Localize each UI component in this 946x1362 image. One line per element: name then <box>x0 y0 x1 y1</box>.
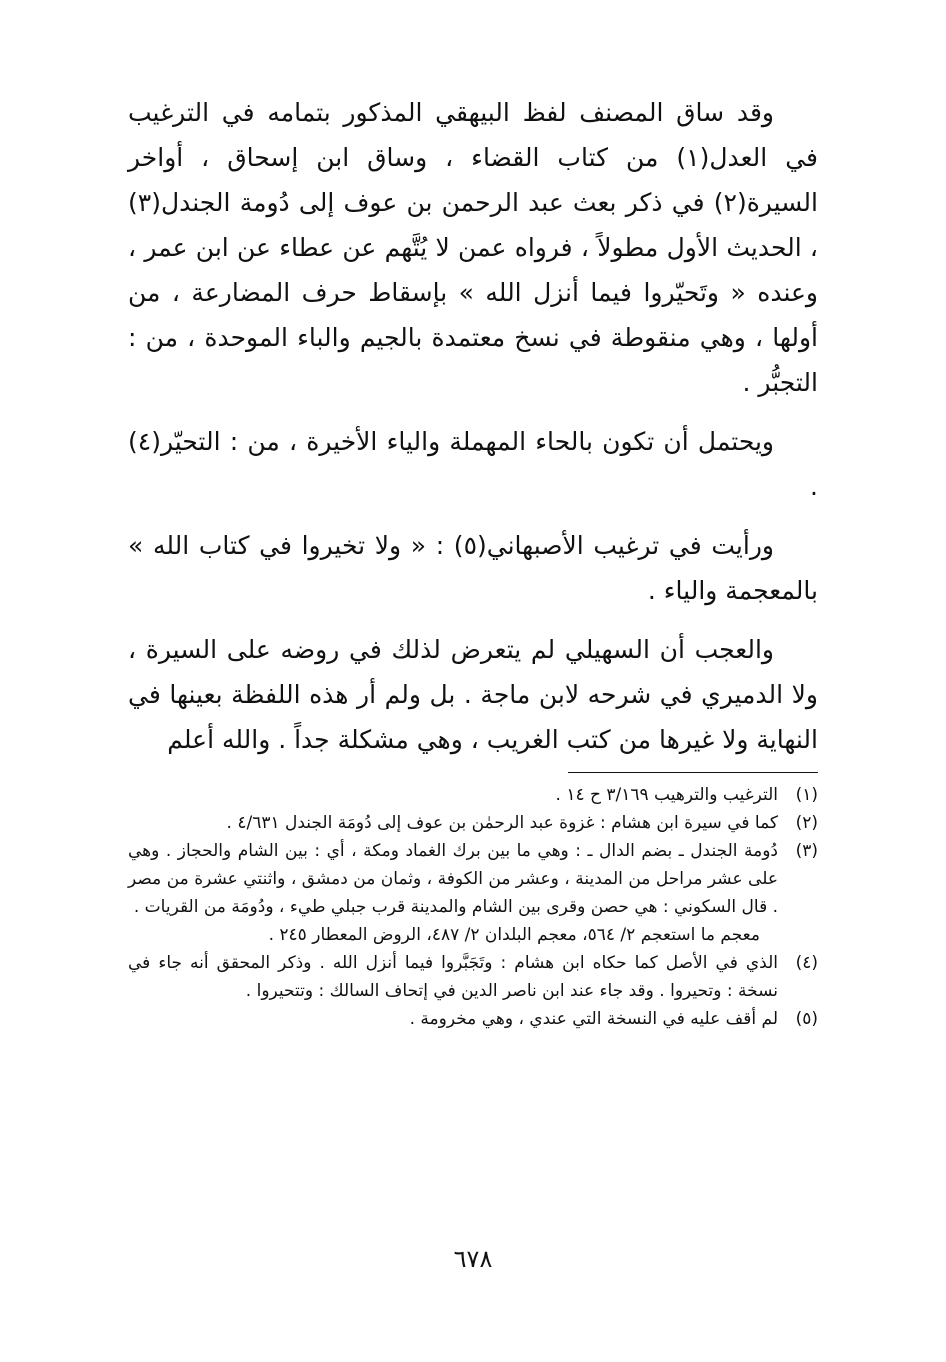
footnote-divider <box>568 772 818 773</box>
footnote-4 <box>128 949 818 1005</box>
footnote-5 <box>128 1005 818 1033</box>
footnote-3 <box>128 837 818 949</box>
footnote-text: كما في سيرة ابن هشام : غزوة عبد الرحمٰن بن عوف إلى دُومَة الجندل ٤/٦٣١ . <box>226 813 778 833</box>
footnote-references: معجم ما استعجم ٢/ ٥٦٤، معجم البلدان ٢/ ٤٨٧، الروض المعطار ٢٤٥ . <box>268 925 760 945</box>
footnote-text: دُومة الجندل ـ بضم الدال ـ : وهي ما بين برك الغماد ومكة ، أي : بين الشام والحجاز . وهي على عشر مراحل من المدينة ، وعشر من الكوفة ، وثمان من دمشق ، واثنتي عشرة من مصر . قال السكوني : هي حصن وقرى بين الشام والمدينة قرب جبلي طيء ، ودُومَة من القريات . <box>128 841 778 917</box>
paragraph-2: ويحتمل أن تكون بالحاء المهملة والياء الأخيرة ، من : التحيّر(٤) . <box>128 427 818 501</box>
paragraph-3: ورأيت في ترغيب الأصبهاني(٥) : « ولا تخيروا في كتاب الله » بالمعجمة والياء . <box>128 531 818 605</box>
footnote-number: (٣) <box>795 841 818 861</box>
footnote-1 <box>128 781 818 809</box>
page-number: ٦٧٨ <box>453 1245 493 1273</box>
footnote-number: (١) <box>795 785 818 805</box>
footnote-number: (٥) <box>795 1009 818 1029</box>
paragraph-1: وقد ساق المصنف لفظ البيهقي المذكور بتمامه في الترغيب في العدل(١) من كتاب القضاء ، وساق ابن إسحاق ، أواخر السيرة(٢) في ذكر بعث عبد الرحمن بن عوف إلى دُومة الجندل(٣) ، الحديث الأول مطولاً ، فرواه عمن لا يُتَّهم عن عطاء عن ابن عمر ، وعنده « وتَحيّروا فيما أنزل الله » بإسقاط حرف المضارعة ، من أولها ، وهي منقوطة في نسخ معتمدة بالجيم والباء الموحدة ، من : التجبُّر . <box>128 98 818 397</box>
footnote-text: الترغيب والترهيب ٣/١٦٩ ح ١٤ . <box>555 785 778 805</box>
footnote-text: الذي في الأصل كما حكاه ابن هشام : وتَجَبَّروا فيما أنزل الله . وذكر المحقق أنه جاء في نسخة : وتحيروا . وقد جاء عند ابن ناصر الدين في إتحاف السالك : وتتحيروا . <box>128 953 778 1001</box>
footnote-2 <box>128 809 818 837</box>
footnotes <box>128 781 818 1033</box>
paragraph-4: والعجب أن السهيلي لم يتعرض لذلك في روضه على السيرة ، ولا الدميري في شرحه لابن ماجة . بل ولم أر هذه اللفظة بعينها في النهاية ولا غيرها من كتب الغريب ، وهي مشكلة جداً . والله أعلم <box>128 635 818 754</box>
footnote-text: لم أقف عليه في النسخة التي عندي ، وهي مخرومة . <box>409 1009 778 1029</box>
footnote-body <box>128 837 778 949</box>
footnote-number: (٢) <box>795 813 818 833</box>
footnote-number: (٤) <box>795 953 818 973</box>
main-text <box>128 90 818 762</box>
page-content <box>128 90 818 1033</box>
